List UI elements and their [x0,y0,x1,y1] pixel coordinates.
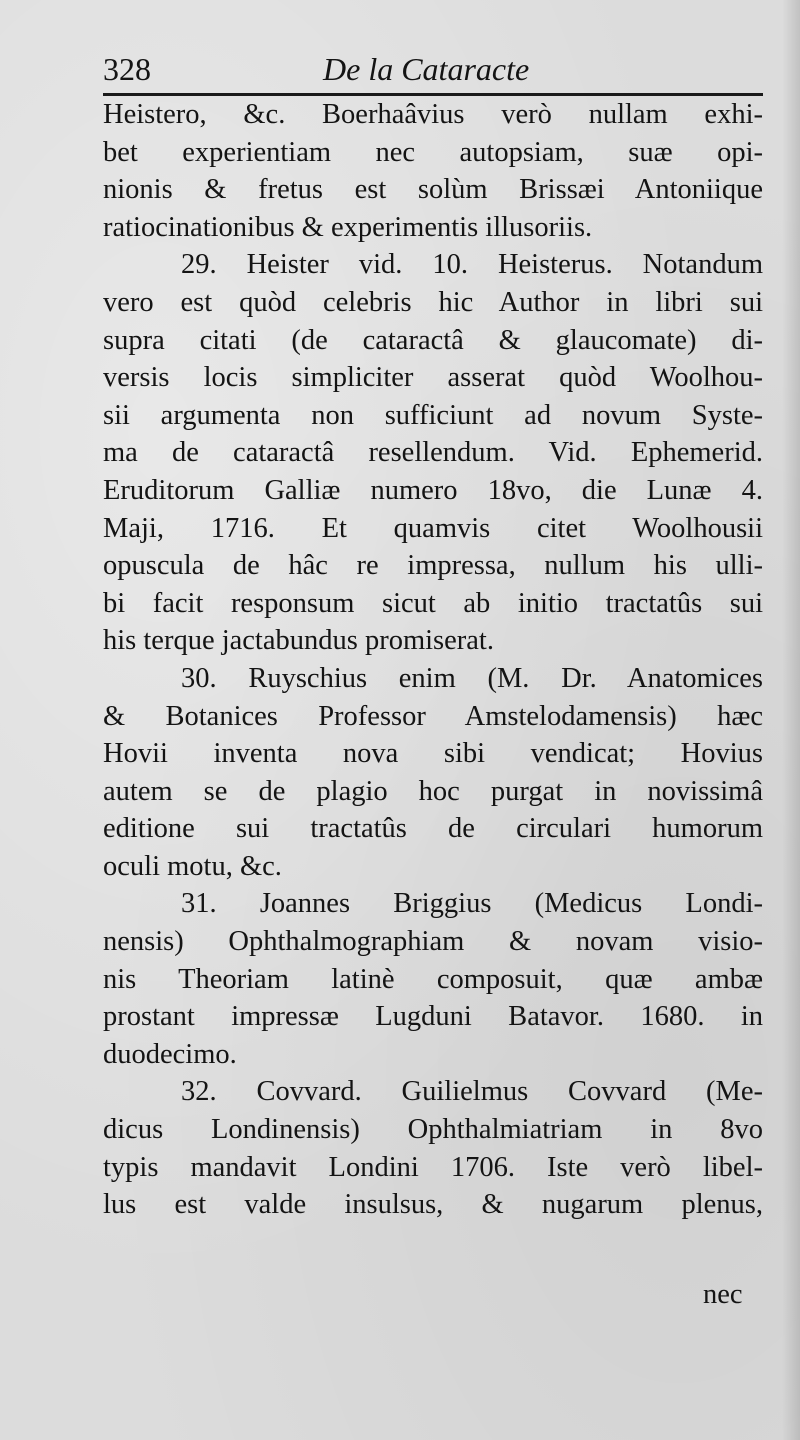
paragraph-31-start: 31. Joannes Briggius (Medicus Londi- [181,888,763,920]
body-text [103,96,763,1224]
text-line: vero est quòd celebris hic Author in libri sui [103,286,763,318]
text-line: nensis) Ophthalmographiam & novam visio- [103,926,763,958]
text-line: Eruditorum Galliæ numero 18vo, die Lunæ 4. [103,474,763,506]
text-line: Heistero, &c. Boerhaâvius verò nullam exhi- [103,99,763,130]
page-edge-shadow [782,0,800,1440]
text-line: duodecimo. [103,1038,237,1070]
text-line: sii argumenta non sufficiunt ad novum Syste- [103,399,763,431]
text-line: opuscula de hâc re impressa, nullum his ulli- [103,550,763,582]
text-line: supra citati (de cataractâ & glaucomate) di- [103,324,763,356]
text-line: bet experientiam nec autopsiam, suæ opi- [103,136,763,168]
text-line: versis locis simpliciter asserat quòd Woolhou- [103,362,763,394]
catchword: nec [703,1279,743,1310]
page-header [103,46,763,92]
page-number: 328 [103,51,151,87]
paragraph-29-start: 29. Heister vid. 10. Heisterus. Notandum [181,249,763,281]
running-title: De la Cataracte [323,51,530,87]
paragraph-32-start: 32. Covvard. Guilielmus Covvard (Me- [181,1076,763,1108]
text-line: nis Theoriam latinè composuit, quæ ambæ [103,963,763,995]
text-line: editione sui tractatûs de circulari humorum [103,813,763,845]
text-line: & Botanices Professor Amstelodamensis) hæc [103,700,763,732]
paragraph-30-start: 30. Ruyschius enim (M. Dr. Anatomices [181,662,763,694]
text-line: ma de cataractâ resellendum. Vid. Ephemerid. [103,437,763,469]
text-line: oculi motu, &c. [103,850,282,882]
text-line: autem se de plagio hoc purgat in novissimâ [103,775,763,807]
text-line: lus est valde insulsus, & nugarum plenus, [103,1189,763,1221]
text-line: ratiocinationibus & experimentis illusoriis. [103,211,593,243]
text-line: Maji, 1716. Et quamvis citet Woolhousii [103,512,763,544]
text-line: bi facit responsum sicut ab initio tractatûs sui [103,587,763,619]
text-line: nionis & fretus est solùm Brissæi Antoniique [103,174,763,206]
text-line: Hovii inventa nova sibi vendicat; Hovius [103,738,763,770]
text-line: dicus Londinensis) Ophthalmiatriam in 8vo [103,1114,763,1146]
text-line: typis mandavit Londini 1706. Iste verò libel- [103,1151,763,1183]
text-line: his terque jactabundus promiserat. [103,625,494,657]
text-line: prostant impressæ Lugduni Batavor. 1680. in [103,1001,763,1033]
